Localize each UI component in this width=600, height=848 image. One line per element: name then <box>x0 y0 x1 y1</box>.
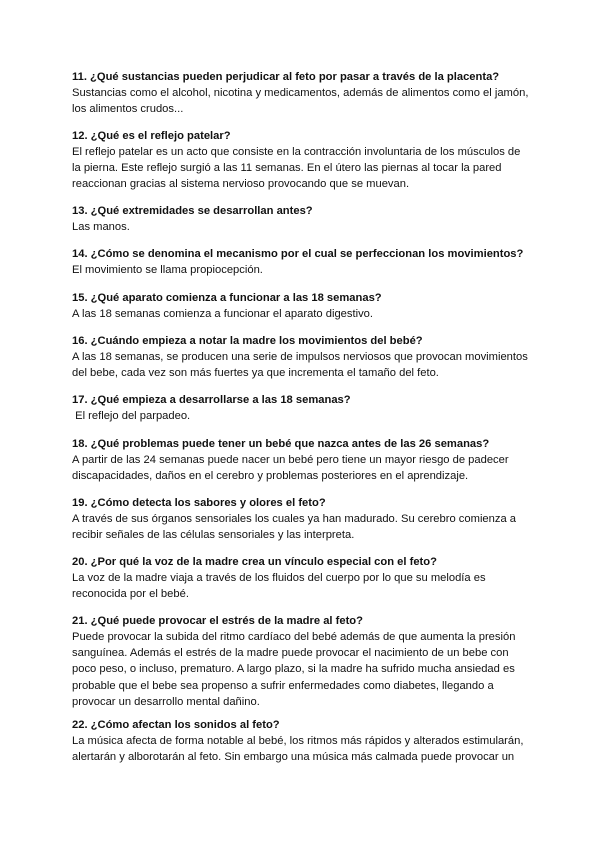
answer-text <box>72 144 532 193</box>
answer-line: probable que el bebe sea propenso a sufrir enfermedades como diabetes, llegando a <box>72 679 494 692</box>
answer-text <box>72 570 532 602</box>
qa-item-12 <box>72 129 532 193</box>
answer-text <box>72 219 532 235</box>
answer-line: alertarán y alborotarán al feto. Sin embargo una música más calmada puede provocar un <box>72 751 515 764</box>
answer-line: discapacidades, daños en el cerebro y problemas posteriores en el aprendizaje. <box>72 470 469 483</box>
question-heading: 14. ¿Cómo se denomina el mecanismo por el cual se perfeccionan los movimientos? <box>72 248 524 260</box>
qa-item-20 <box>72 555 532 602</box>
qa-item-19 <box>72 496 532 543</box>
answer-line: El reflejo del parpadeo. <box>72 410 191 422</box>
qa-item-17 <box>72 393 532 424</box>
answer-line: El movimiento se llama propiocepción. <box>72 264 263 276</box>
qa-item-15 <box>72 291 532 322</box>
answer-line: reaccionan gracias al sistema nervioso provocando que se muevan. <box>72 178 410 191</box>
answer-line: sanguínea. Además el estrés de la madre puede provocar el nacimiento de un bebe con <box>72 647 509 660</box>
question-heading: 19. ¿Cómo detecta los sabores y olores el feto? <box>72 497 326 509</box>
qa-item-14 <box>72 247 532 278</box>
question-heading: 17. ¿Qué empieza a desarrollarse a las 18 semanas? <box>72 394 351 406</box>
qa-item-21 <box>72 614 532 710</box>
question-heading: 16. ¿Cuándo empieza a notar la madre los movimientos del bebé? <box>72 335 423 347</box>
answer-text <box>72 733 532 765</box>
answer-text <box>72 452 532 484</box>
answer-text <box>72 262 532 278</box>
question-heading: 20. ¿Por qué la voz de la madre crea un vínculo especial con el feto? <box>72 556 437 568</box>
question-heading: 15. ¿Qué aparato comienza a funcionar a las 18 semanas? <box>72 292 382 304</box>
answer-text <box>72 85 532 117</box>
qa-item-16 <box>72 334 532 381</box>
qa-item-11 <box>72 70 532 117</box>
answer-text <box>72 408 532 424</box>
answer-line: A partir de las 24 semanas puede nacer un bebé pero tiene un mayor riesgo de padecer <box>72 454 509 466</box>
question-heading: 11. ¿Qué sustancias pueden perjudicar al feto por pasar a través de la placenta? <box>72 71 500 83</box>
answer-line: reconocida por el bebé. <box>72 588 189 601</box>
question-heading: 22. ¿Cómo afectan los sonidos al feto? <box>72 719 280 731</box>
answer-line: la pierna. Este reflejo surgió a las 11 semanas. En el útero las piernas al tocar la pared <box>72 162 502 175</box>
answer-text <box>72 306 532 322</box>
answer-line: Las manos. <box>72 221 130 233</box>
answer-line: A las 18 semanas comienza a funcionar el aparato digestivo. <box>72 308 373 320</box>
answer-line: recibir señales de las células sensoriales y las interpreta. <box>72 529 355 542</box>
answer-line: Sustancias como el alcohol, nicotina y medicamentos, además de alimentos como el jamón, <box>72 87 529 99</box>
question-heading: 12. ¿Qué es el reflejo patelar? <box>72 130 231 142</box>
answer-line: El reflejo patelar es un acto que consiste en la contracción involuntaria de los músculos de <box>72 146 521 158</box>
answer-line: A las 18 semanas, se producen una serie de impulsos nerviosos que provocan movimientos <box>72 351 528 363</box>
question-heading: 18. ¿Qué problemas puede tener un bebé que nazca antes de las 26 semanas? <box>72 438 490 450</box>
answer-line: La voz de la madre viaja a través de los fluidos del cuerpo por lo que su melodía es <box>72 572 486 584</box>
answer-text <box>72 511 532 543</box>
answer-line: provocar un desarrollo mental dañino. <box>72 695 260 708</box>
answer-line: del bebe, cada vez son más fuertes ya que incrementa el tamaño del feto. <box>72 367 439 380</box>
answer-line: poco peso, o incluso, prematuro. A largo plazo, si la madre ha sufrido mucha ansiedad es <box>72 663 515 676</box>
question-heading: 21. ¿Qué puede provocar el estrés de la madre al feto? <box>72 615 363 627</box>
answer-text <box>72 629 532 710</box>
qa-item-22 <box>72 718 532 765</box>
qa-item-13 <box>72 204 532 235</box>
qa-item-18 <box>72 437 532 484</box>
answer-text <box>72 349 532 381</box>
answer-line: La música afecta de forma notable al bebé, los ritmos más rápidos y alterados estimularán, <box>72 735 524 747</box>
answer-line: los alimentos crudos... <box>72 103 184 116</box>
question-heading: 13. ¿Qué extremidades se desarrollan antes? <box>72 205 313 217</box>
answer-line: Puede provocar la subida del ritmo cardíaco del bebé además de que aumenta la presión <box>72 631 516 643</box>
answer-line: A través de sus órganos sensoriales los cuales ya han madurado. Su cerebro comienza a <box>72 513 517 525</box>
